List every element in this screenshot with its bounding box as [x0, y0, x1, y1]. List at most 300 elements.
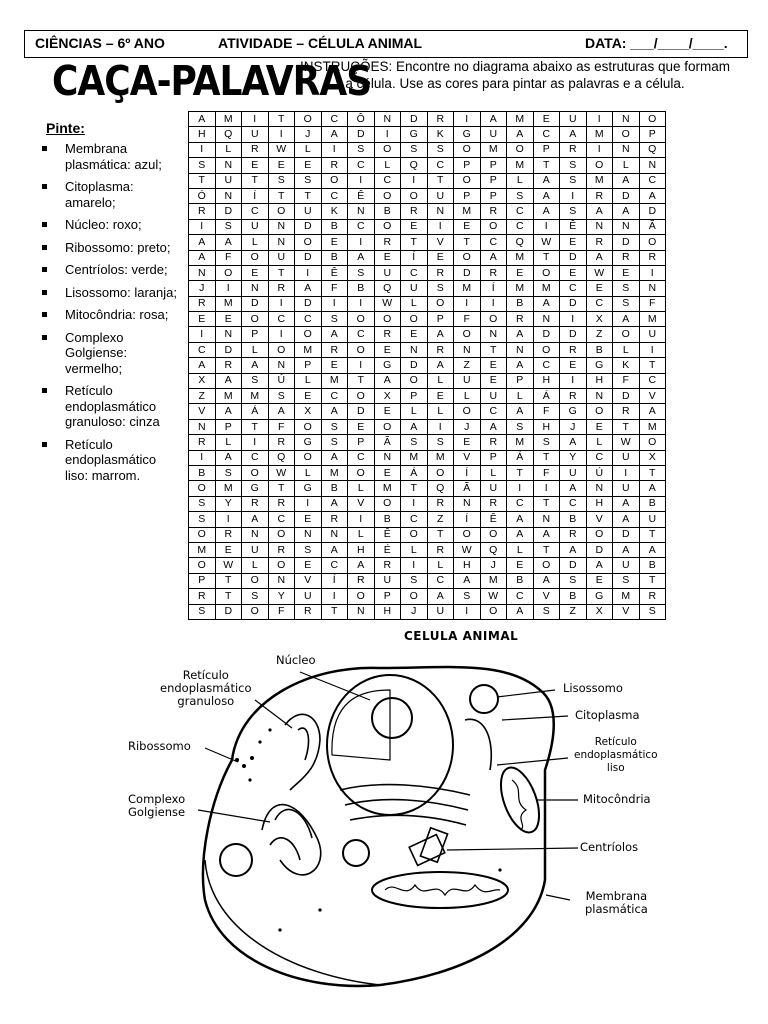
grid-cell[interactable]: A	[533, 188, 560, 203]
grid-cell[interactable]: R	[268, 496, 295, 511]
grid-cell[interactable]: C	[427, 158, 454, 173]
grid-cell[interactable]: A	[613, 496, 640, 511]
grid-cell[interactable]: T	[268, 112, 295, 127]
grid-cell[interactable]: Z	[560, 604, 587, 619]
grid-cell[interactable]: E	[374, 404, 401, 419]
grid-cell[interactable]: R	[560, 527, 587, 542]
grid-cell[interactable]: O	[189, 481, 216, 496]
grid-cell[interactable]: Z	[586, 327, 613, 342]
grid-cell[interactable]: O	[189, 558, 216, 573]
grid-cell[interactable]: C	[348, 158, 375, 173]
grid-cell[interactable]: R	[560, 142, 587, 157]
grid-cell[interactable]: L	[613, 158, 640, 173]
grid-cell[interactable]: A	[533, 527, 560, 542]
grid-cell[interactable]: T	[533, 158, 560, 173]
grid-cell[interactable]: A	[189, 250, 216, 265]
grid-cell[interactable]: M	[507, 250, 534, 265]
grid-cell[interactable]: B	[374, 204, 401, 219]
grid-cell[interactable]: P	[454, 188, 481, 203]
grid-cell[interactable]: X	[189, 373, 216, 388]
grid-cell[interactable]: O	[454, 327, 481, 342]
grid-cell[interactable]: N	[215, 327, 242, 342]
grid-cell[interactable]: O	[613, 127, 640, 142]
grid-cell[interactable]: E	[215, 312, 242, 327]
grid-cell[interactable]: N	[374, 450, 401, 465]
grid-cell[interactable]: O	[295, 235, 322, 250]
grid-cell[interactable]: Z	[427, 512, 454, 527]
grid-cell[interactable]: M	[639, 312, 666, 327]
grid-cell[interactable]: E	[348, 419, 375, 434]
grid-cell[interactable]: G	[454, 127, 481, 142]
grid-cell[interactable]: C	[586, 296, 613, 311]
grid-cell[interactable]: O	[295, 327, 322, 342]
grid-cell[interactable]: P	[454, 158, 481, 173]
grid-cell[interactable]: C	[295, 312, 322, 327]
grid-cell[interactable]: U	[560, 465, 587, 480]
grid-cell[interactable]: E	[401, 327, 428, 342]
grid-cell[interactable]: M	[427, 450, 454, 465]
grid-cell[interactable]: D	[639, 204, 666, 219]
grid-cell[interactable]: A	[427, 327, 454, 342]
grid-cell[interactable]: D	[613, 527, 640, 542]
grid-cell[interactable]: O	[401, 373, 428, 388]
grid-cell[interactable]: A	[639, 404, 666, 419]
grid-cell[interactable]: E	[242, 265, 269, 280]
grid-cell[interactable]: O	[480, 604, 507, 619]
grid-cell[interactable]: S	[613, 296, 640, 311]
grid-cell[interactable]: G	[586, 589, 613, 604]
grid-cell[interactable]: A	[189, 235, 216, 250]
grid-cell[interactable]: C	[348, 327, 375, 342]
grid-cell[interactable]: Ú	[586, 465, 613, 480]
grid-cell[interactable]: S	[639, 604, 666, 619]
grid-cell[interactable]: E	[268, 158, 295, 173]
grid-cell[interactable]: O	[480, 527, 507, 542]
grid-cell[interactable]: F	[268, 604, 295, 619]
grid-cell[interactable]: A	[321, 404, 348, 419]
grid-cell[interactable]: X	[374, 389, 401, 404]
grid-cell[interactable]: N	[374, 112, 401, 127]
grid-cell[interactable]: U	[427, 188, 454, 203]
grid-cell[interactable]: A	[480, 419, 507, 434]
grid-cell[interactable]: U	[613, 481, 640, 496]
grid-cell[interactable]: F	[639, 296, 666, 311]
grid-cell[interactable]: D	[560, 327, 587, 342]
grid-cell[interactable]: O	[242, 573, 269, 588]
grid-cell[interactable]: D	[348, 127, 375, 142]
grid-cell[interactable]: Ô	[348, 112, 375, 127]
grid-cell[interactable]: A	[639, 542, 666, 557]
grid-cell[interactable]: S	[560, 204, 587, 219]
grid-cell[interactable]: S	[427, 435, 454, 450]
grid-cell[interactable]: W	[480, 589, 507, 604]
grid-cell[interactable]: I	[189, 450, 216, 465]
grid-cell[interactable]: G	[242, 481, 269, 496]
grid-cell[interactable]: I	[348, 235, 375, 250]
grid-cell[interactable]: I	[215, 281, 242, 296]
grid-cell[interactable]: U	[295, 589, 322, 604]
grid-cell[interactable]: K	[613, 358, 640, 373]
grid-cell[interactable]: E	[427, 389, 454, 404]
grid-cell[interactable]: K	[427, 127, 454, 142]
grid-cell[interactable]: N	[348, 604, 375, 619]
grid-cell[interactable]: O	[374, 142, 401, 157]
grid-cell[interactable]: O	[639, 235, 666, 250]
grid-cell[interactable]: S	[189, 158, 216, 173]
grid-cell[interactable]: Ê	[480, 512, 507, 527]
grid-cell[interactable]: P	[480, 188, 507, 203]
grid-cell[interactable]: A	[295, 281, 322, 296]
grid-cell[interactable]: Z	[454, 358, 481, 373]
grid-cell[interactable]: L	[348, 481, 375, 496]
grid-cell[interactable]: Q	[268, 450, 295, 465]
grid-cell[interactable]: A	[507, 127, 534, 142]
grid-cell[interactable]: O	[374, 188, 401, 203]
grid-cell[interactable]: W	[215, 558, 242, 573]
grid-cell[interactable]: L	[401, 296, 428, 311]
grid-cell[interactable]: Í	[454, 465, 481, 480]
grid-cell[interactable]: A	[242, 358, 269, 373]
grid-cell[interactable]: D	[454, 265, 481, 280]
grid-cell[interactable]: F	[454, 312, 481, 327]
grid-cell[interactable]: O	[639, 435, 666, 450]
grid-cell[interactable]: J	[560, 419, 587, 434]
grid-cell[interactable]: O	[242, 250, 269, 265]
grid-cell[interactable]: D	[560, 296, 587, 311]
grid-cell[interactable]: Ê	[374, 527, 401, 542]
grid-cell[interactable]: U	[560, 112, 587, 127]
grid-cell[interactable]: W	[613, 435, 640, 450]
grid-cell[interactable]: O	[401, 312, 428, 327]
grid-cell[interactable]: N	[242, 281, 269, 296]
grid-cell[interactable]: R	[401, 204, 428, 219]
grid-cell[interactable]: N	[427, 204, 454, 219]
grid-cell[interactable]: R	[321, 342, 348, 357]
grid-cell[interactable]: S	[613, 281, 640, 296]
grid-cell[interactable]: E	[374, 465, 401, 480]
grid-cell[interactable]: T	[295, 188, 322, 203]
grid-cell[interactable]: U	[268, 250, 295, 265]
grid-cell[interactable]: V	[427, 235, 454, 250]
grid-cell[interactable]: P	[507, 373, 534, 388]
grid-cell[interactable]: M	[586, 127, 613, 142]
grid-cell[interactable]: M	[454, 281, 481, 296]
grid-cell[interactable]: V	[189, 404, 216, 419]
grid-cell[interactable]: U	[480, 481, 507, 496]
grid-cell[interactable]: F	[268, 419, 295, 434]
grid-cell[interactable]: Ê	[321, 265, 348, 280]
grid-cell[interactable]: T	[401, 481, 428, 496]
grid-cell[interactable]: E	[321, 358, 348, 373]
grid-cell[interactable]: Í	[454, 512, 481, 527]
grid-cell[interactable]: F	[215, 250, 242, 265]
grid-cell[interactable]: L	[295, 373, 322, 388]
grid-cell[interactable]: E	[560, 265, 587, 280]
grid-cell[interactable]: A	[507, 604, 534, 619]
grid-cell[interactable]: G	[374, 358, 401, 373]
grid-cell[interactable]: A	[215, 404, 242, 419]
grid-cell[interactable]: S	[401, 573, 428, 588]
grid-cell[interactable]: A	[639, 481, 666, 496]
grid-cell[interactable]: H	[586, 496, 613, 511]
grid-cell[interactable]: O	[401, 527, 428, 542]
grid-cell[interactable]: A	[560, 435, 587, 450]
grid-cell[interactable]: D	[560, 558, 587, 573]
grid-cell[interactable]: S	[454, 589, 481, 604]
grid-cell[interactable]: N	[454, 342, 481, 357]
grid-cell[interactable]: A	[639, 188, 666, 203]
grid-cell[interactable]: O	[480, 312, 507, 327]
grid-cell[interactable]: I	[533, 481, 560, 496]
grid-cell[interactable]: L	[242, 558, 269, 573]
grid-cell[interactable]: S	[401, 142, 428, 157]
grid-cell[interactable]: C	[533, 358, 560, 373]
grid-cell[interactable]: O	[507, 142, 534, 157]
grid-cell[interactable]: L	[480, 465, 507, 480]
grid-cell[interactable]: I	[560, 373, 587, 388]
grid-cell[interactable]: S	[268, 389, 295, 404]
grid-cell[interactable]: C	[189, 342, 216, 357]
grid-cell[interactable]: A	[533, 173, 560, 188]
grid-cell[interactable]: O	[189, 527, 216, 542]
grid-cell[interactable]: Á	[401, 465, 428, 480]
grid-cell[interactable]: T	[613, 419, 640, 434]
grid-cell[interactable]: R	[321, 512, 348, 527]
grid-cell[interactable]: C	[401, 512, 428, 527]
grid-cell[interactable]: V	[586, 512, 613, 527]
grid-cell[interactable]: M	[215, 112, 242, 127]
grid-cell[interactable]: Ó	[189, 188, 216, 203]
grid-cell[interactable]: T	[268, 188, 295, 203]
grid-cell[interactable]: R	[295, 604, 322, 619]
grid-cell[interactable]: M	[295, 342, 322, 357]
grid-cell[interactable]: U	[613, 450, 640, 465]
grid-cell[interactable]: O	[401, 188, 428, 203]
grid-cell[interactable]: Y	[268, 589, 295, 604]
grid-cell[interactable]: S	[533, 435, 560, 450]
grid-cell[interactable]: F	[533, 404, 560, 419]
grid-cell[interactable]: R	[348, 573, 375, 588]
grid-cell[interactable]: E	[586, 573, 613, 588]
grid-cell[interactable]: P	[348, 435, 375, 450]
grid-cell[interactable]: W	[268, 465, 295, 480]
grid-cell[interactable]: M	[189, 542, 216, 557]
grid-cell[interactable]: B	[189, 465, 216, 480]
grid-cell[interactable]: L	[348, 527, 375, 542]
grid-cell[interactable]: R	[427, 342, 454, 357]
grid-cell[interactable]: R	[215, 358, 242, 373]
grid-cell[interactable]: D	[560, 250, 587, 265]
grid-cell[interactable]: R	[480, 435, 507, 450]
grid-cell[interactable]: L	[295, 142, 322, 157]
grid-cell[interactable]: E	[215, 542, 242, 557]
grid-cell[interactable]: R	[427, 542, 454, 557]
grid-cell[interactable]: A	[613, 204, 640, 219]
grid-cell[interactable]: U	[295, 204, 322, 219]
grid-cell[interactable]: T	[639, 358, 666, 373]
grid-cell[interactable]: J	[189, 281, 216, 296]
grid-cell[interactable]: D	[348, 404, 375, 419]
grid-cell[interactable]: X	[639, 450, 666, 465]
grid-cell[interactable]: O	[242, 604, 269, 619]
grid-cell[interactable]: T	[348, 373, 375, 388]
grid-cell[interactable]: S	[560, 158, 587, 173]
grid-cell[interactable]: T	[321, 604, 348, 619]
grid-cell[interactable]: T	[242, 173, 269, 188]
grid-cell[interactable]: R	[321, 158, 348, 173]
grid-cell[interactable]: I	[348, 358, 375, 373]
grid-cell[interactable]: B	[348, 281, 375, 296]
grid-cell[interactable]: N	[242, 527, 269, 542]
grid-cell[interactable]: C	[242, 204, 269, 219]
grid-cell[interactable]: A	[348, 558, 375, 573]
grid-cell[interactable]: I	[560, 188, 587, 203]
grid-cell[interactable]: A	[454, 573, 481, 588]
grid-cell[interactable]: Ê	[560, 219, 587, 234]
grid-cell[interactable]: O	[533, 265, 560, 280]
grid-cell[interactable]: I	[321, 296, 348, 311]
grid-cell[interactable]: Q	[639, 142, 666, 157]
grid-cell[interactable]: B	[639, 496, 666, 511]
grid-cell[interactable]: Á	[507, 450, 534, 465]
grid-cell[interactable]: O	[454, 142, 481, 157]
grid-cell[interactable]: Ã	[374, 435, 401, 450]
grid-cell[interactable]: T	[533, 250, 560, 265]
grid-cell[interactable]: T	[427, 173, 454, 188]
grid-cell[interactable]: H	[454, 558, 481, 573]
grid-cell[interactable]: T	[639, 465, 666, 480]
grid-cell[interactable]: L	[427, 373, 454, 388]
grid-cell[interactable]: D	[215, 204, 242, 219]
grid-cell[interactable]: O	[454, 527, 481, 542]
grid-cell[interactable]: P	[374, 589, 401, 604]
grid-cell[interactable]: O	[480, 219, 507, 234]
grid-cell[interactable]: D	[295, 219, 322, 234]
grid-cell[interactable]: A	[507, 404, 534, 419]
grid-cell[interactable]: Q	[480, 542, 507, 557]
grid-cell[interactable]: M	[215, 481, 242, 496]
grid-cell[interactable]: I	[401, 558, 428, 573]
grid-cell[interactable]: P	[480, 450, 507, 465]
grid-cell[interactable]: I	[401, 496, 428, 511]
grid-cell[interactable]: A	[348, 250, 375, 265]
grid-cell[interactable]: U	[639, 327, 666, 342]
grid-cell[interactable]: C	[507, 589, 534, 604]
grid-cell[interactable]: D	[533, 327, 560, 342]
grid-cell[interactable]: J	[295, 127, 322, 142]
grid-cell[interactable]: A	[507, 527, 534, 542]
grid-cell[interactable]: X	[586, 604, 613, 619]
grid-cell[interactable]: S	[533, 604, 560, 619]
grid-cell[interactable]: R	[374, 327, 401, 342]
grid-cell[interactable]: V	[533, 589, 560, 604]
grid-cell[interactable]: U	[427, 604, 454, 619]
grid-cell[interactable]: O	[242, 312, 269, 327]
grid-cell[interactable]: U	[613, 558, 640, 573]
grid-cell[interactable]: R	[268, 542, 295, 557]
grid-cell[interactable]: S	[507, 419, 534, 434]
grid-cell[interactable]: O	[242, 465, 269, 480]
grid-cell[interactable]: L	[427, 558, 454, 573]
grid-cell[interactable]: F	[613, 373, 640, 388]
grid-cell[interactable]: B	[560, 589, 587, 604]
grid-cell[interactable]: O	[454, 250, 481, 265]
grid-cell[interactable]: G	[560, 404, 587, 419]
grid-cell[interactable]: A	[613, 512, 640, 527]
grid-cell[interactable]: A	[533, 296, 560, 311]
grid-cell[interactable]: A	[215, 450, 242, 465]
grid-cell[interactable]: L	[374, 158, 401, 173]
grid-cell[interactable]: A	[215, 373, 242, 388]
grid-cell[interactable]: A	[427, 358, 454, 373]
grid-cell[interactable]: Ú	[268, 373, 295, 388]
grid-cell[interactable]: Á	[533, 389, 560, 404]
grid-cell[interactable]: U	[480, 389, 507, 404]
grid-cell[interactable]: E	[613, 265, 640, 280]
grid-cell[interactable]: M	[401, 450, 428, 465]
grid-cell[interactable]: A	[480, 250, 507, 265]
grid-cell[interactable]: E	[295, 389, 322, 404]
grid-cell[interactable]: J	[454, 419, 481, 434]
grid-cell[interactable]: O	[427, 296, 454, 311]
grid-cell[interactable]: N	[268, 219, 295, 234]
grid-cell[interactable]: S	[295, 173, 322, 188]
grid-cell[interactable]: T	[268, 481, 295, 496]
grid-cell[interactable]: L	[613, 342, 640, 357]
grid-cell[interactable]: Ã	[454, 481, 481, 496]
grid-cell[interactable]: E	[242, 158, 269, 173]
grid-cell[interactable]: N	[533, 312, 560, 327]
grid-cell[interactable]: E	[189, 312, 216, 327]
grid-cell[interactable]: A	[533, 204, 560, 219]
grid-cell[interactable]: H	[374, 604, 401, 619]
grid-cell[interactable]: E	[454, 435, 481, 450]
grid-cell[interactable]: S	[348, 265, 375, 280]
grid-cell[interactable]: V	[454, 450, 481, 465]
grid-cell[interactable]: B	[639, 558, 666, 573]
grid-cell[interactable]: O	[268, 527, 295, 542]
grid-cell[interactable]: I	[586, 112, 613, 127]
grid-cell[interactable]: A	[374, 373, 401, 388]
grid-cell[interactable]: Í	[401, 250, 428, 265]
grid-cell[interactable]: R	[507, 312, 534, 327]
grid-cell[interactable]: S	[427, 281, 454, 296]
grid-cell[interactable]: R	[189, 204, 216, 219]
grid-cell[interactable]: D	[613, 235, 640, 250]
grid-cell[interactable]: Q	[374, 281, 401, 296]
grid-cell[interactable]: Q	[507, 235, 534, 250]
grid-cell[interactable]: I	[560, 312, 587, 327]
grid-cell[interactable]: O	[374, 312, 401, 327]
grid-cell[interactable]: S	[401, 435, 428, 450]
grid-cell[interactable]: C	[507, 204, 534, 219]
grid-cell[interactable]: R	[480, 204, 507, 219]
grid-cell[interactable]: G	[401, 127, 428, 142]
grid-cell[interactable]: C	[348, 219, 375, 234]
grid-cell[interactable]: H	[533, 373, 560, 388]
grid-cell[interactable]: M	[480, 573, 507, 588]
grid-cell[interactable]: D	[242, 296, 269, 311]
grid-cell[interactable]: E	[533, 112, 560, 127]
grid-cell[interactable]: E	[454, 219, 481, 234]
grid-cell[interactable]: T	[268, 265, 295, 280]
grid-cell[interactable]: Á	[242, 404, 269, 419]
grid-cell[interactable]: H	[189, 127, 216, 142]
grid-cell[interactable]: É	[374, 542, 401, 557]
grid-cell[interactable]: R	[639, 589, 666, 604]
grid-cell[interactable]: L	[427, 404, 454, 419]
grid-cell[interactable]: R	[586, 235, 613, 250]
